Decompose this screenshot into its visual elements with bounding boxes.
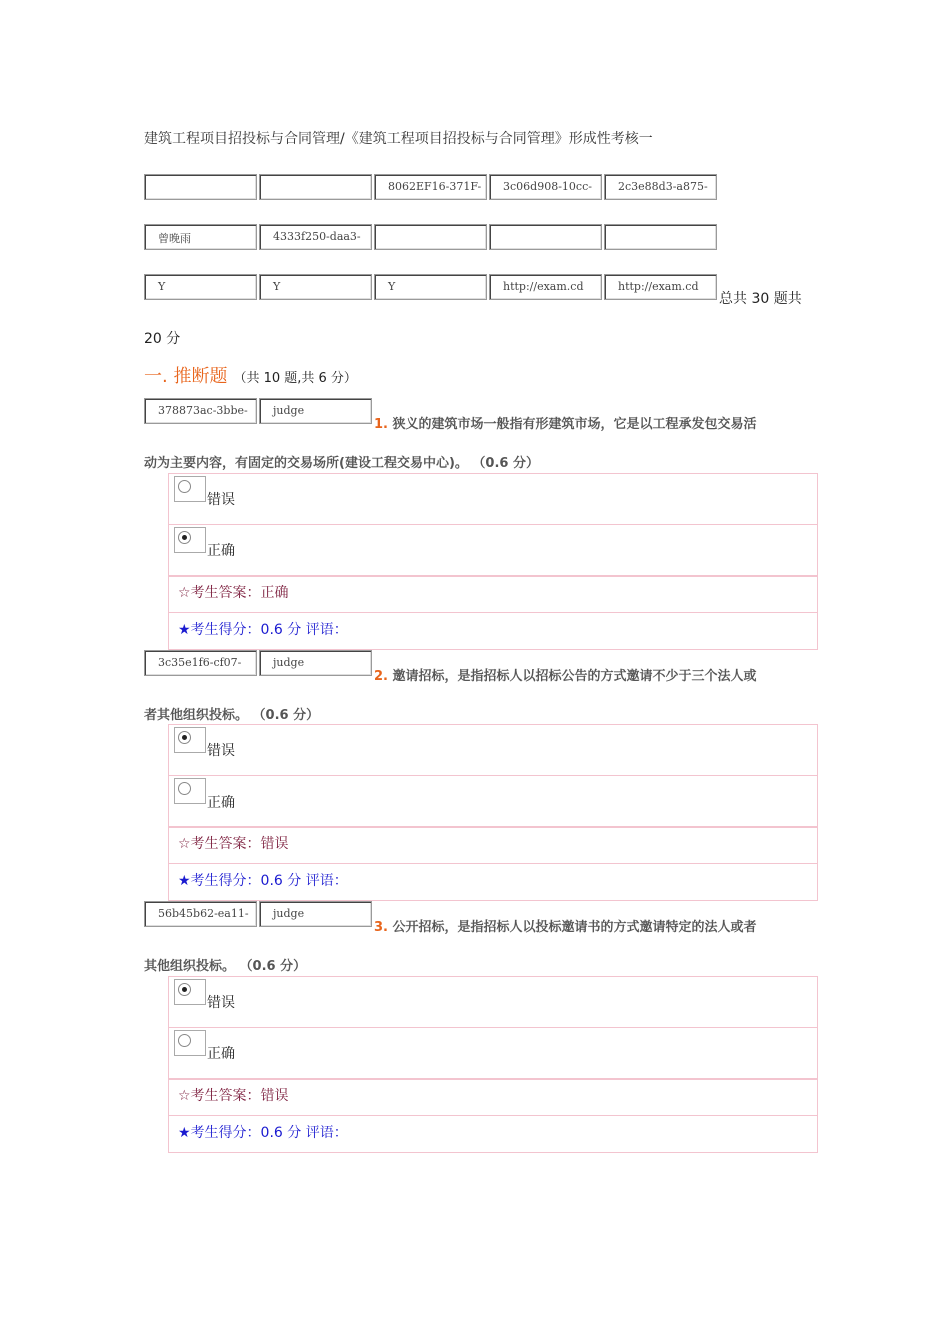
student-score: ★考生得分：0.6 分 评语： bbox=[178, 622, 348, 638]
header-field[interactable]: Y bbox=[144, 274, 257, 300]
question-id-field[interactable]: 378873ac-3bbe- bbox=[144, 398, 257, 424]
question-text bbox=[374, 916, 757, 935]
question-line-2: 其他组织投标。 （0.6 分） bbox=[144, 959, 307, 974]
total-summary: 总共 30 题共 bbox=[719, 291, 802, 307]
header-field[interactable]: 8062EF16-371F- bbox=[374, 174, 487, 200]
student-name-field[interactable]: 曾晚雨 bbox=[144, 224, 257, 250]
option-label: 错误 bbox=[207, 743, 235, 759]
question-id-field[interactable]: 56b45b62-ea11- bbox=[144, 901, 257, 927]
student-score: ★考生得分：0.6 分 评语： bbox=[178, 1125, 348, 1141]
student-answer: ☆考生答案：正确 bbox=[178, 585, 289, 601]
question-type-field[interactable]: judge bbox=[259, 650, 372, 676]
question-text bbox=[374, 665, 757, 684]
total-score: 20 分 bbox=[144, 331, 181, 347]
section-title: 一. 推断题 bbox=[144, 366, 228, 387]
question-number: 1. bbox=[374, 417, 388, 432]
question-line-1: 邀请招标，是指招标人以招标公告的方式邀请不少于三个法人或 bbox=[392, 669, 757, 684]
option-row bbox=[168, 775, 818, 827]
header-field[interactable]: Y bbox=[259, 274, 372, 300]
question-type-field[interactable]: judge bbox=[259, 901, 372, 927]
section-heading bbox=[144, 362, 357, 388]
header-field[interactable]: 2c3e88d3-a875- bbox=[604, 174, 717, 200]
option-label: 错误 bbox=[207, 995, 235, 1011]
url-field[interactable]: http://exam.cd bbox=[604, 274, 717, 300]
option-row bbox=[168, 724, 818, 776]
question-type-field[interactable]: judge bbox=[259, 398, 372, 424]
url-field[interactable]: http://exam.cd bbox=[489, 274, 602, 300]
question-line-1: 狭义的建筑市场一般指有形建筑市场，它是以工程承发包交易活 bbox=[392, 417, 757, 432]
option-row bbox=[168, 473, 818, 525]
radio-icon bbox=[178, 782, 191, 795]
question-number: 3. bbox=[374, 920, 388, 935]
radio-icon bbox=[178, 1034, 191, 1047]
option-row bbox=[168, 976, 818, 1028]
header-field[interactable] bbox=[144, 174, 257, 200]
option-label: 正确 bbox=[207, 795, 235, 811]
question-line-2: 者其他组织投标。 （0.6 分） bbox=[144, 708, 320, 723]
radio-button[interactable] bbox=[174, 979, 206, 1005]
header-field[interactable]: Y bbox=[374, 274, 487, 300]
section-subtitle: （共 10 题,共 6 分） bbox=[233, 371, 357, 386]
option-row bbox=[168, 524, 818, 576]
question-id-field[interactable]: 3c35e1f6-cf07- bbox=[144, 650, 257, 676]
student-answer: ☆考生答案：错误 bbox=[178, 1088, 289, 1104]
option-row bbox=[168, 1027, 818, 1079]
radio-button[interactable] bbox=[174, 476, 206, 502]
option-label: 正确 bbox=[207, 1046, 235, 1062]
radio-checked-icon bbox=[178, 983, 191, 996]
radio-button[interactable] bbox=[174, 778, 206, 804]
header-field[interactable]: 4333f250-daa3- bbox=[259, 224, 372, 250]
header-field[interactable]: 3c06d908-10cc- bbox=[489, 174, 602, 200]
question-line-2: 动为主要内容，有固定的交易场所(建设工程交易中心)。 （0.6 分） bbox=[144, 456, 539, 471]
page-title: 建筑工程项目招投标与合同管理/《建筑工程项目招投标与合同管理》形成性考核一 bbox=[144, 131, 653, 147]
option-label: 正确 bbox=[207, 543, 235, 559]
header-field[interactable] bbox=[604, 224, 717, 250]
option-label: 错误 bbox=[207, 492, 235, 508]
student-answer: ☆考生答案：错误 bbox=[178, 836, 289, 852]
question-number: 2. bbox=[374, 669, 388, 684]
question-text bbox=[374, 413, 757, 432]
header-field[interactable] bbox=[374, 224, 487, 250]
radio-button[interactable] bbox=[174, 1030, 206, 1056]
header-field[interactable] bbox=[489, 224, 602, 250]
radio-button[interactable] bbox=[174, 527, 206, 553]
radio-checked-icon bbox=[178, 731, 191, 744]
header-field[interactable] bbox=[259, 174, 372, 200]
radio-checked-icon bbox=[178, 531, 191, 544]
radio-icon bbox=[178, 480, 191, 493]
question-line-1: 公开招标，是指招标人以投标邀请书的方式邀请特定的法人或者 bbox=[392, 920, 757, 935]
radio-button[interactable] bbox=[174, 727, 206, 753]
student-score: ★考生得分：0.6 分 评语： bbox=[178, 873, 348, 889]
